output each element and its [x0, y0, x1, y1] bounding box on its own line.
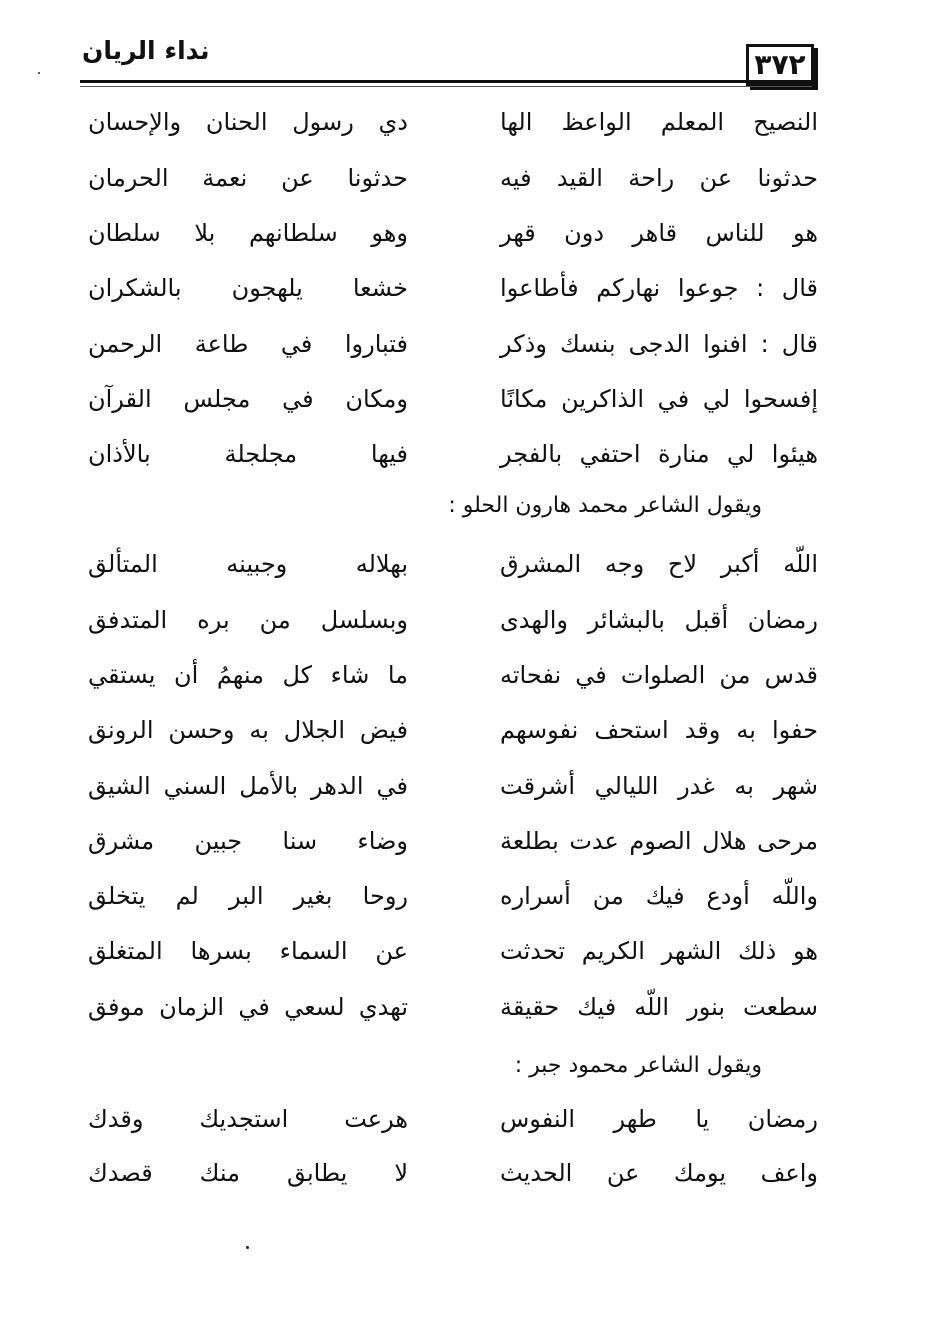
speck-mark [246, 1246, 249, 1249]
verse-second-hemistich: ومكان في مجلس القرآن [88, 385, 408, 413]
verse-first-hemistich: قال : جوعوا نهاركم فأطاعوا [500, 274, 818, 302]
verse-first-hemistich: النصيح المعلم الواعظ الها [500, 108, 818, 136]
verse [0, 434, 937, 474]
verse-second-hemistich: هرعت استجديك وقدك [88, 1105, 408, 1133]
verse-second-hemistich: فتباروا في طاعة الرحمن [88, 330, 408, 358]
verse [0, 876, 937, 916]
verse [0, 379, 937, 419]
verse-first-hemistich: قدس من الصلوات في نفحاته [500, 661, 818, 689]
verse [0, 931, 937, 971]
verse-second-hemistich: وبسلسل من بره المتدفق [88, 606, 408, 634]
verse-first-hemistich: شهر به غدر الليالي أشرقت [500, 772, 818, 800]
running-title: نداء الريان [82, 36, 210, 65]
verse-first-hemistich: هو للناس قاهر دون قهر [500, 219, 818, 247]
verse-first-hemistich: مرحى هلال الصوم عدت بطلعة [500, 827, 818, 855]
verse [0, 544, 937, 584]
verse-first-hemistich: قال : افنوا الدجى بنسك وذكر [500, 330, 818, 358]
verse [0, 987, 937, 1027]
verse-second-hemistich: دي رسول الحنان والإحسان [88, 108, 408, 136]
verse [0, 268, 937, 308]
verse [0, 324, 937, 364]
verse-second-hemistich: في الدهر بالأمل السني الشيق [88, 772, 408, 800]
verse-first-hemistich: سطعت بنور اللّه فيك حقيقة [500, 993, 818, 1021]
verse [0, 158, 937, 198]
verse [0, 766, 937, 806]
verse [0, 1153, 937, 1193]
verse-second-hemistich: تهدي لسعي في الزمان موفق [88, 993, 408, 1021]
verse-second-hemistich: عن السماء بسرها المتغلق [88, 937, 408, 965]
verse-second-hemistich: حدثونا عن نعمة الحرمان [88, 164, 408, 192]
verse [0, 821, 937, 861]
verse-second-hemistich: روحا بغير البر لم يتخلق [88, 882, 408, 910]
verse-first-hemistich: رمضان أقبل بالبشائر والهدى [500, 606, 818, 634]
verse-second-hemistich: فيها مجلجلة بالأذان [88, 440, 408, 468]
verse-second-hemistich: ما شاء كل منهمُ أن يستقي [88, 661, 408, 689]
verse [0, 213, 937, 253]
verse [0, 655, 937, 695]
verse-first-hemistich: هو ذلك الشهر الكريم تحدثت [500, 937, 818, 965]
verse-first-hemistich: واعف يومك عن الحديث [500, 1159, 818, 1187]
speck-mark [38, 72, 40, 74]
verse [0, 600, 937, 640]
verse-first-hemistich: اللّه أكبر لاح وجه المشرق [500, 550, 818, 578]
verse-first-hemistich: هيئوا لي منارة احتفي بالفجر [500, 440, 818, 468]
verse-second-hemistich: فيض الجلال به وحسن الرونق [88, 716, 408, 744]
page-number-box: ٣٧٢ [746, 44, 814, 86]
verse [0, 1099, 937, 1139]
poet-intro: ويقول الشاعر محمود جبر : [514, 1053, 762, 1078]
verse-second-hemistich: لا يطابق منك قصدك [88, 1159, 408, 1187]
verse [0, 710, 937, 750]
verse-first-hemistich: حدثونا عن راحة القيد فيه [500, 164, 818, 192]
verse-first-hemistich: حفوا به وقد استحف نفوسهم [500, 716, 818, 744]
verse-first-hemistich: إفسحوا لي في الذاكرين مكانًا [500, 385, 818, 413]
verse-second-hemistich: بهلاله وجبينه المتألق [88, 550, 408, 578]
verse-second-hemistich: وضاء سنا جبين مشرق [88, 827, 408, 855]
verse-second-hemistich: خشعا يلهجون بالشكران [88, 274, 408, 302]
verse-first-hemistich: رمضان يا طهر النفوس [500, 1105, 818, 1133]
poet-intro: ويقول الشاعر محمد هارون الحلو : [448, 493, 762, 518]
verse-first-hemistich: واللّه أودع فيك من أسراره [500, 882, 818, 910]
verse-second-hemistich: وهو سلطانهم بلا سلطان [88, 219, 408, 247]
verse [0, 102, 937, 142]
